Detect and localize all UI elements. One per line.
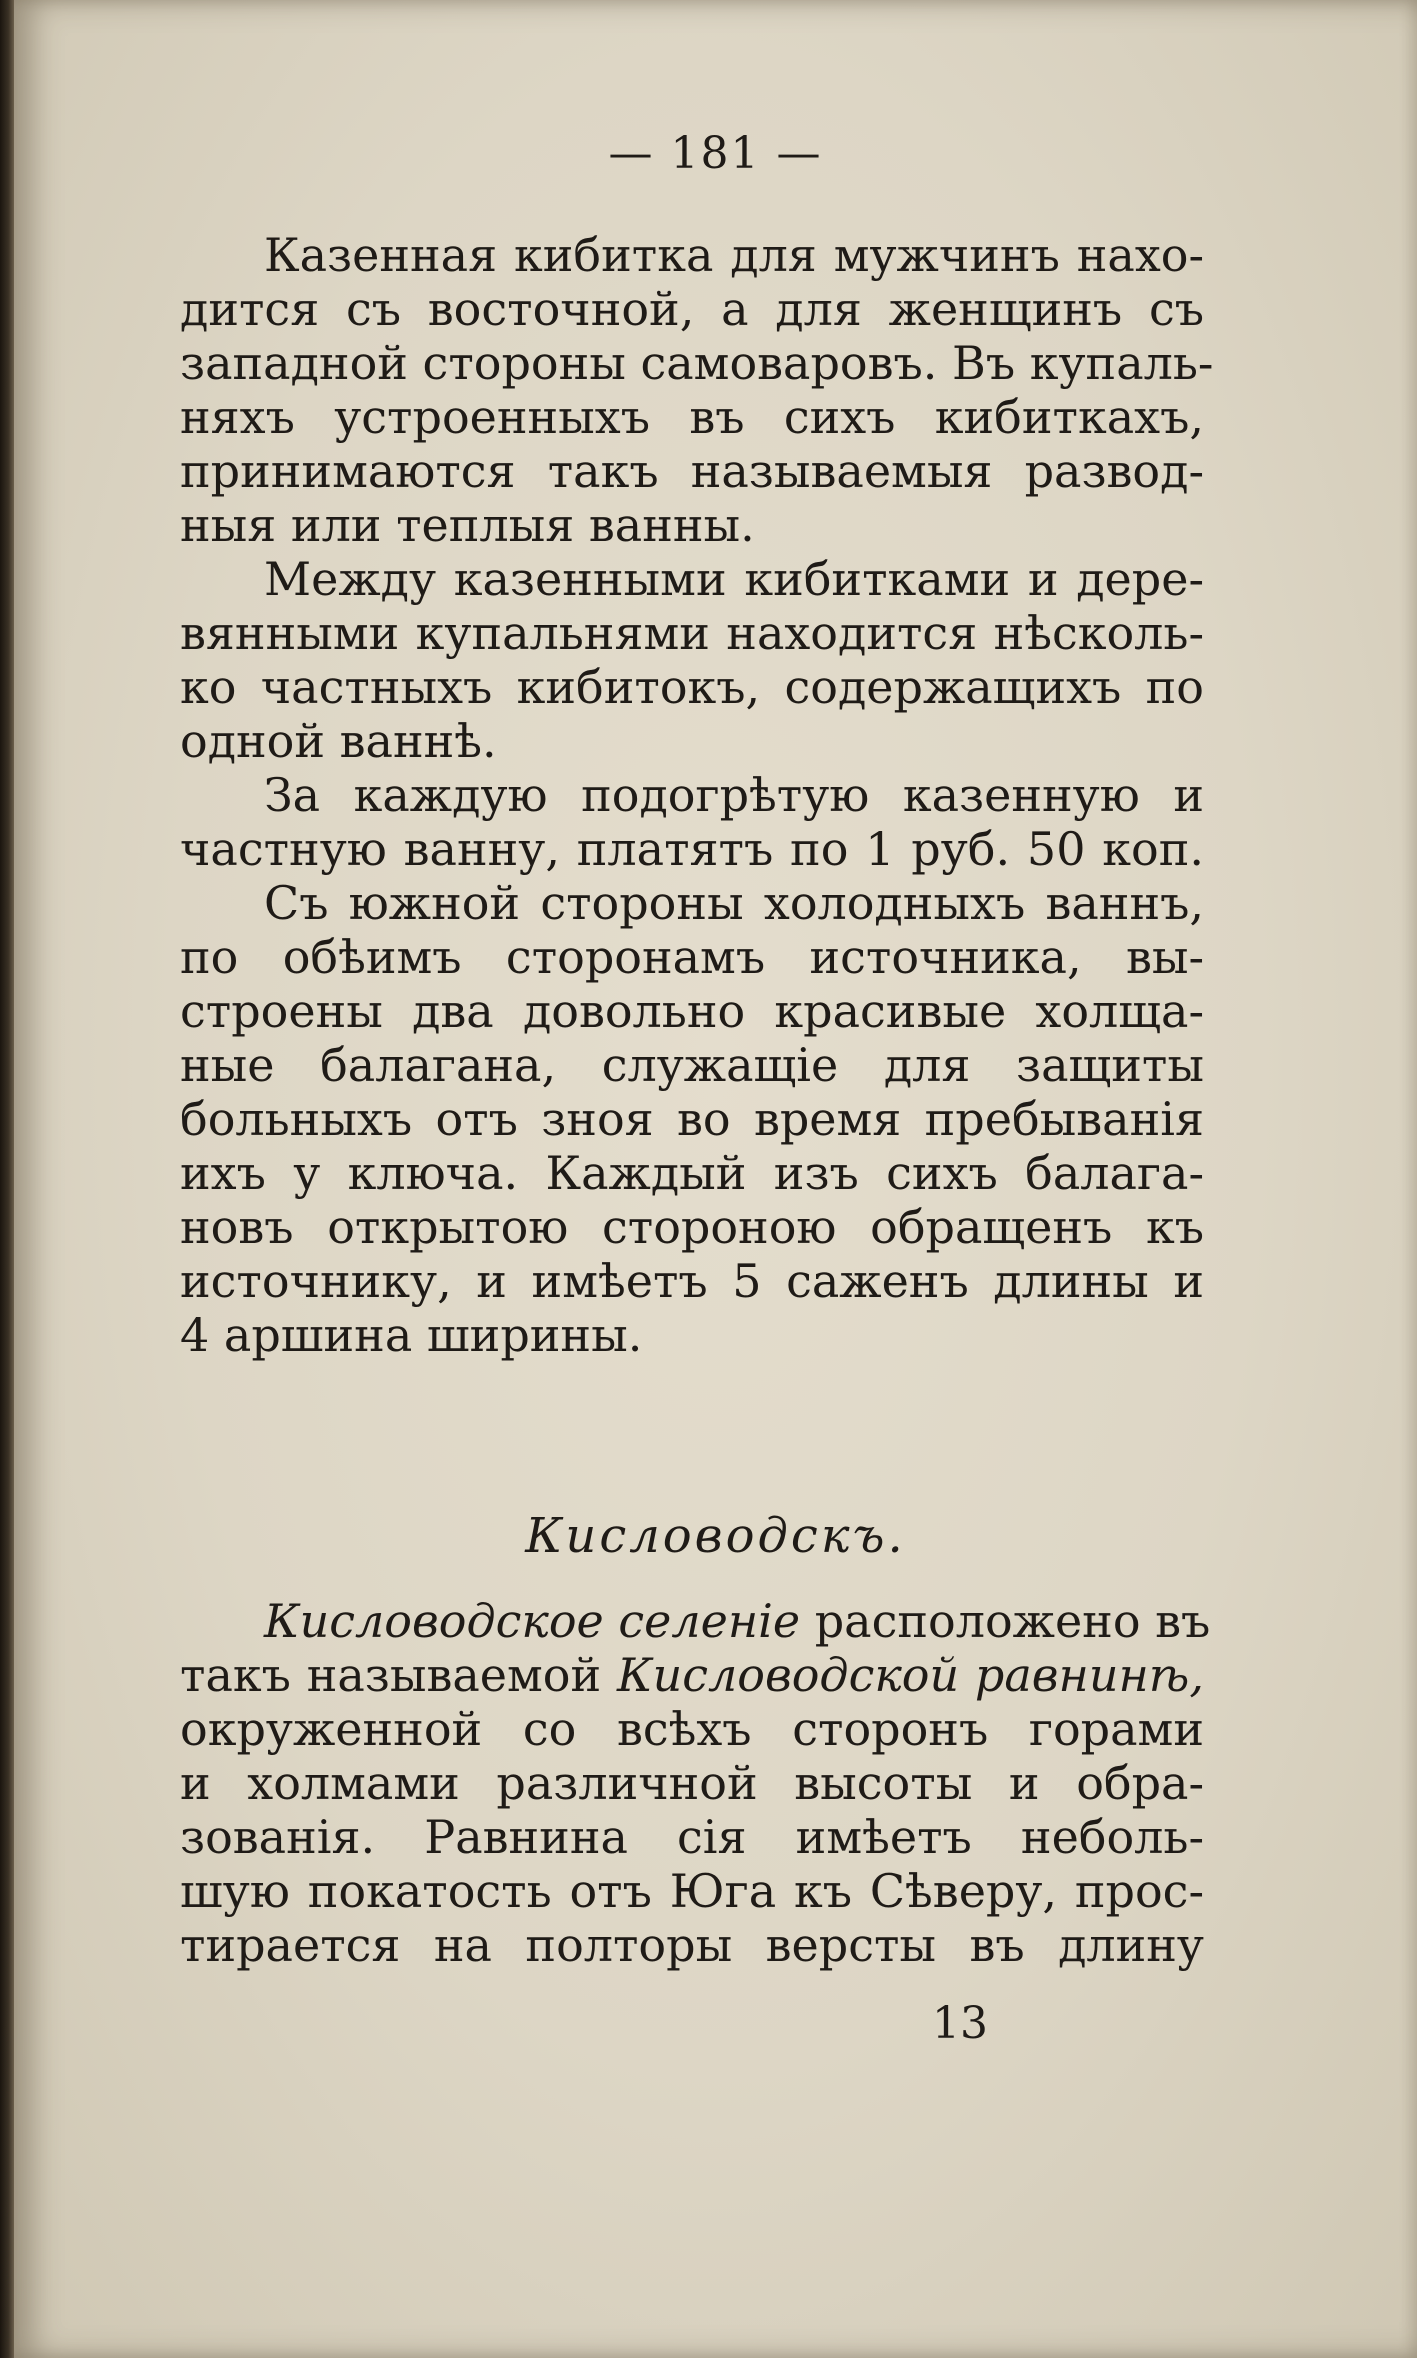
- text-line: новъ открытою стороною обращенъ къ: [180, 1200, 1204, 1254]
- text-line: няхъ устроенныхъ въ сихъ кибиткахъ,: [180, 390, 1204, 444]
- text-line: дится съ восточной, а для женщинъ съ: [180, 282, 1204, 336]
- italic-phrase: Кисловодской равнинѣ,: [616, 1648, 1204, 1702]
- text-line: ихъ у ключа. Каждый изъ сихъ балага-: [180, 1146, 1204, 1200]
- text-line: окруженной со всѣхъ сторонъ горами: [180, 1702, 1204, 1756]
- text-line: ко частныхъ кибитокъ, содержащихъ по: [180, 660, 1204, 714]
- text-line: по обѣимъ сторонамъ источника, вы-: [180, 930, 1204, 984]
- text-line: больныхъ отъ зноя во время пребыванія: [180, 1092, 1204, 1146]
- text-line: одной ваннѣ.: [180, 714, 497, 768]
- text-line: западной стороны самоваровъ. Въ купаль-: [180, 336, 1214, 390]
- text-line: зованія. Равнина сія имѣетъ неболь-: [180, 1810, 1204, 1864]
- text-line-mixed: [180, 1594, 1211, 1648]
- text-line: Казенная кибитка для мужчинъ нахо-: [264, 228, 1204, 282]
- text-line: 4 аршина ширины.: [180, 1308, 643, 1362]
- text-line: источнику, и имѣетъ 5 саженъ длины и: [180, 1254, 1204, 1308]
- text-line: принимаются такъ называемыя развод-: [180, 444, 1204, 498]
- text-line: Между казенными кибитками и дере-: [264, 552, 1204, 606]
- body-text-top: [180, 228, 1214, 1362]
- text-line: ные балагана, служащіе для защиты: [180, 1038, 1204, 1092]
- text-line: строены два довольно красивые холща-: [180, 984, 1204, 1038]
- text-run: такъ называемой: [180, 1648, 602, 1702]
- section-heading: Кисловодскъ.: [525, 1508, 906, 1564]
- text-line: тирается на полторы версты въ длину: [180, 1918, 1204, 1972]
- page-number: — 181 —: [608, 128, 823, 179]
- text-line: Съ южной стороны холодныхъ ваннъ,: [264, 876, 1204, 930]
- text-line: частную ванну, платятъ по 1 руб. 50 коп.: [180, 822, 1204, 876]
- text-line-mixed: [180, 1648, 1204, 1702]
- italic-phrase: Кисловодское селеніе: [264, 1594, 801, 1648]
- book-spine-shadow: [0, 0, 14, 2358]
- book-page: [14, 0, 1417, 2358]
- body-text-bottom: [180, 1594, 1211, 1972]
- text-run: расположено въ: [814, 1594, 1211, 1648]
- text-line: вянными купальнями находится нѣсколь-: [180, 606, 1204, 660]
- text-line: и холмами различной высоты и обра-: [180, 1756, 1204, 1810]
- signature-mark: 13: [932, 1998, 988, 2049]
- text-line: шую покатость отъ Юга къ Сѣверу, прос-: [180, 1864, 1204, 1918]
- text-line: За каждую подогрѣтую казенную и: [264, 768, 1204, 822]
- text-line: ныя или теплыя ванны.: [180, 498, 755, 552]
